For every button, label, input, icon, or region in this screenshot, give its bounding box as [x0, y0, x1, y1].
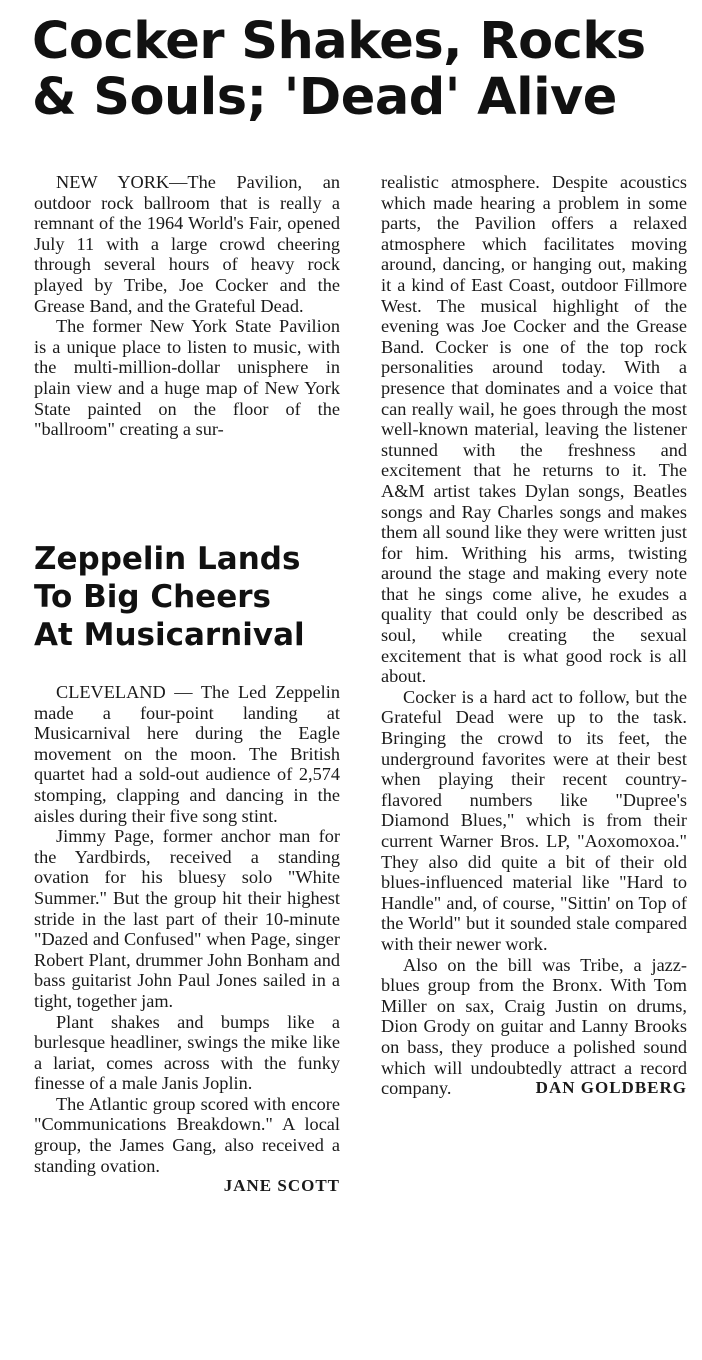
- second-article-paragraph: CLEVELAND — The Led Zeppelin made a four-point landing at Musicarnival here during the Eagle movement on the moon. The British quartet had a sold-out audience of 2,574 stomping, clapping and dancing in the aisles during their five song stint.: [34, 682, 340, 826]
- second-article-paragraph: Plant shakes and bumps like a burlesque headliner, swings the mike like a lariat, comes across with the funky finesse of a male Janis Joplin.: [34, 1011, 340, 1094]
- main-headline-line-1: Cocker Shakes, Rocks: [32, 12, 646, 71]
- main-article-paragraph: The former New York State Pavilion is a unique place to listen to music, with the multi-million-dollar unisphere in plain view and a huge map of New York State painted on the floor of the "ballroom" creating a sur-: [34, 316, 340, 440]
- second-article-paragraph: Jimmy Page, former anchor man for the Yardbirds, received a standing ovation for his bluesy solo "White Summer." But the group hit their highest stride in the last part of their 10-minute "Dazed and Confused" when Page, singer Robert Plant, drummer John Bonham and bass guitarist John Paul Jones sailed in a tight, together jam.: [34, 826, 340, 1011]
- second-headline-line-2: To Big Cheers: [34, 579, 271, 615]
- second-article-last-text: The Atlantic group scored with encore "Communications Breakdown." A local group, the James Gang, also received a standing ovation.: [34, 1093, 340, 1176]
- second-headline-line-3: At Musicarnival: [34, 617, 305, 653]
- main-article-paragraph: Cocker is a hard act to follow, but the Grateful Dead were up to the task. Bringing the crowd to its feet, the underground favorites were at their best when playing their recent country-flavored numbers like "Dupree's Diamond Blues," which is from their current Warner Bros. LP, "Aoxomoxoa." They also did quite a bit of their old blues-influenced material like "Hard to Handle" and, of course, "Sittin' on Top of the World" but it sounded stale compared with their newer work.: [381, 686, 687, 954]
- main-headline: [32, 14, 692, 126]
- second-headline-line-1: Zeppelin Lands: [34, 541, 301, 577]
- main-article-left-column: [34, 172, 340, 440]
- main-article-right-column: [381, 172, 687, 1099]
- second-headline: [34, 540, 354, 654]
- second-article-body: [34, 682, 340, 1197]
- second-article-byline: JANE SCOTT: [223, 1176, 340, 1196]
- second-article-paragraph: [34, 1093, 340, 1196]
- main-article-paragraph: realistic atmosphere. Despite acoustics which made hearing a problem in some parts, the Pavilion offers a relaxed atmosphere which facilitates moving around, dancing, or hanging out, making it a kind of East Coast, outdoor Fillmore West. The musical highlight of the evening was Joe Cocker and the Grease Band. Cocker is one of the top rock personalities around today. With a presence that dominates and a voice that can really wail, he goes through the most well-known material, leaving the listener stunned with the freshness and excitement that he returns to it. The A&M artist takes Dylan songs, Beatles songs and Ray Charles songs and makes them all sound like they were written just for him. Writhing his arms, twisting around the stage and making every note that he sings come alive, he exudes a quality that could only be described as soul, while creating the sexual excitement that is what good rock is all about.: [381, 172, 687, 687]
- main-article-paragraph: [381, 955, 687, 1099]
- main-headline-line-2: & Souls; 'Dead' Alive: [32, 68, 617, 127]
- main-article-byline: DAN GOLDBERG: [535, 1078, 687, 1098]
- main-article-paragraph: NEW YORK—The Pavilion, an outdoor rock ballroom that is really a remnant of the 1964 World's Fair, opened July 11 with a large crowd cheering through several hours of heavy rock played by Tribe, Joe Cocker and the Grease Band, and the Grateful Dead.: [34, 172, 340, 316]
- main-article-last-text: Also on the bill was Tribe, a jazz-blues group from the Bronx. With Tom Miller on sax, Craig Justin on drums, Dion Grody on guitar and Lanny Brooks on bass, they produce a polished sound which will undoubtedly attract a record company.: [381, 954, 687, 1099]
